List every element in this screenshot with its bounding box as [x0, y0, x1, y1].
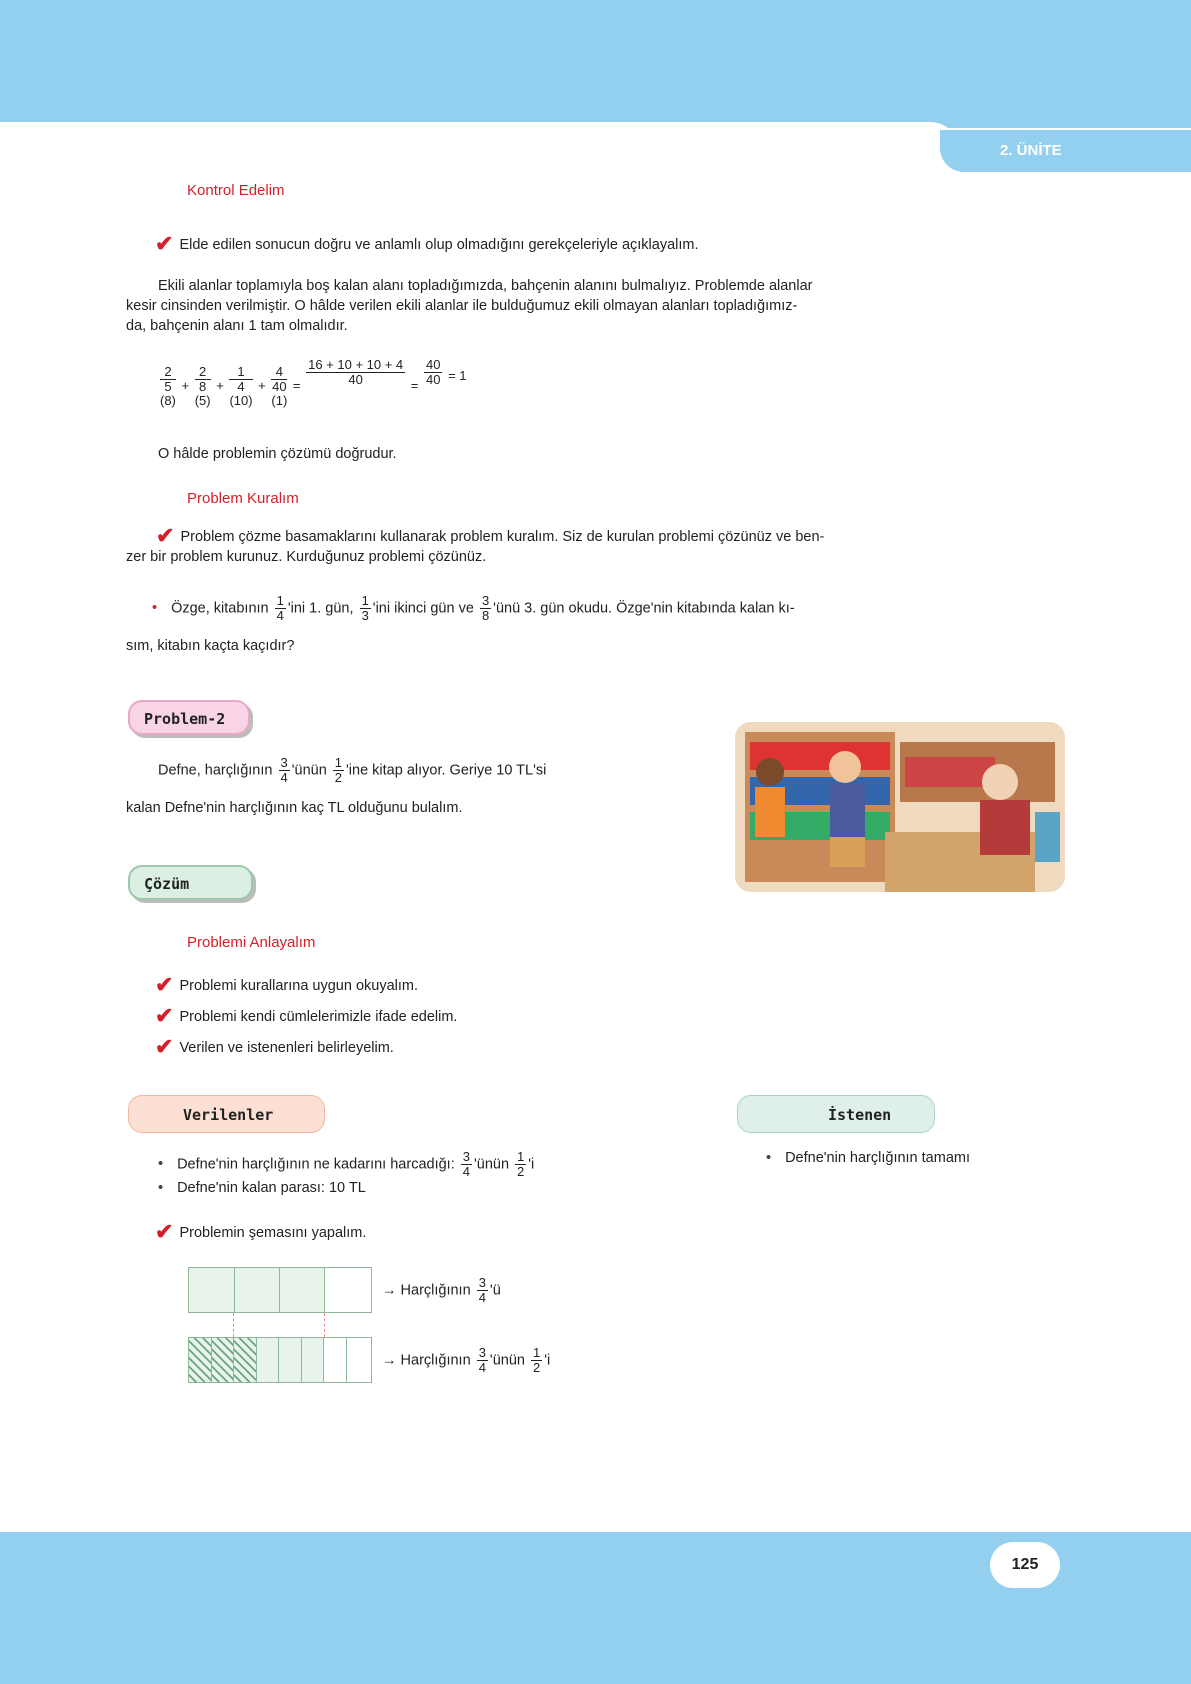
istenen-badge: İstenen: [737, 1095, 935, 1133]
kuralim-check: ✔ Problem çözme basamaklarını kullanarak problem kuralım. Siz de kurulan problemi çözünüz ve ben- zer bir problem kurunuz. Kurduğunuz problemi çözünüz.: [126, 526, 1066, 567]
cozum-badge: Çözüm: [128, 865, 253, 900]
check-line: zer bir problem kurunuz. Kurduğunuz problemi çözünüz.: [126, 549, 487, 565]
check-icon: ✔: [155, 972, 174, 997]
check-item: ✔ Problemi kurallarına uygun okuyalım.: [155, 972, 418, 997]
schema-bar-quarters: [188, 1267, 372, 1313]
library-illustration: [735, 722, 1065, 892]
kontrol-title: Kontrol Edelim: [187, 182, 285, 199]
fraction: $\frac{16 + 10 + 10 + 4}{40}$: [308, 357, 404, 387]
para-line: kesir cinsinden verilmiştir. O hâlde verilen ekili alanlar ile bulduğumuz ekili olmayan alanları topladığımız-: [126, 298, 798, 314]
para-line: da, bahçenin alanı 1 tam olmalıdır.: [126, 318, 348, 334]
verilenler-badge: Verilenler: [128, 1095, 325, 1133]
problem2-line2: kalan Defne'nin harçlığının kaç TL olduğunu bulalım.: [126, 800, 463, 816]
anlayalim-title: Problemi Anlayalım: [187, 934, 316, 951]
fraction: 1 4 (10): [229, 364, 253, 409]
kontrol-paragraph: [126, 276, 1046, 336]
conclusion: O hâlde problemin çözümü doğrudur.: [158, 446, 397, 462]
verilen-item-2: • Defne'nin kalan parası: 10 TL: [158, 1180, 366, 1196]
guide-line: [233, 1313, 234, 1337]
schema-label-1: → Harçlığının $\frac{3}{4}$ 'ü: [382, 1275, 501, 1305]
check-item: ✔ Problemi kendi cümlelerimizle ifade edelim.: [155, 1003, 458, 1028]
para-line: Ekili alanlar toplamıyla boş kalan alanı topladığımızda, bahçenin alanını bulmalıyız. Problemde alanlar: [158, 278, 813, 294]
schema-bar-eighths: [188, 1337, 372, 1383]
fraction: 2 5 (8): [160, 364, 176, 409]
page-top: [0, 122, 960, 162]
problem2-badge: Problem-2: [128, 700, 250, 735]
page-number: 125: [990, 1542, 1060, 1588]
istenen-item: • Defne'nin harçlığının tamamı: [766, 1150, 970, 1166]
check-icon: ✔: [155, 1034, 174, 1059]
result: = 1: [448, 368, 467, 383]
kontrol-check: [155, 231, 699, 256]
library-scene-icon: [735, 722, 1065, 892]
kuralim-problem-line2: sım, kitabın kaçta kaçıdır?: [126, 638, 295, 654]
check-icon: ✔: [155, 1219, 174, 1244]
problem2-text: Defne, harçlığının $\frac{3}{4}$ 'ünün $\frac{1}{2}$ 'ine kitap alıyor. Geriye 10 TL'si: [158, 755, 547, 785]
unit-label: 2. ÜNİTE: [1000, 142, 1062, 159]
fraction: $\frac{40}{40}$: [426, 357, 441, 387]
schema-check: ✔ Problemin şemasını yapalım.: [155, 1219, 367, 1244]
equation: 2 5 (8) + 2 8 (5) + 1 4 (10) + 4 40 (1) = $\frac{16 + 10 + 10 + 4}{40}$ = $\frac{40}{40}$ = 1: [160, 357, 467, 409]
fraction: 4 40 (1): [271, 364, 288, 409]
unit-tab: [940, 130, 1191, 172]
schema-label-2: → Harçlığının $\frac{3}{4}$ 'ünün $\frac{1}{2}$ 'i: [382, 1345, 551, 1375]
check-item: ✔ Verilen ve istenenleri belirleyelim.: [155, 1034, 394, 1059]
fraction: 2 8 (5): [194, 364, 211, 409]
check-icon: ✔: [155, 1003, 174, 1028]
guide-line: [324, 1313, 325, 1337]
top-band: [0, 0, 1191, 128]
check-icon: ✔: [155, 231, 174, 256]
kuralim-title: Problem Kuralım: [187, 490, 299, 507]
check-text: Elde edilen sonucun doğru ve anlamlı olup olmadığını gerekçeleriyle açıklayalım.: [179, 237, 699, 253]
anlayalim-checks: [155, 970, 457, 1063]
verilen-item-1: • Defne'nin harçlığının ne kadarını harcadığı: $\frac{3}{4}$ 'ünün $\frac{1}{2}$ 'i: [158, 1149, 535, 1179]
kuralim-problem: • Özge, kitabının $\frac{1}{4}$ 'ini 1. gün, $\frac{1}{3}$ 'ini ikinci gün ve $\frac{3}{8}$ 'ünü 3. gün okudu. Özge'nin kitabında kalan kı-: [152, 593, 795, 623]
check-icon: ✔: [156, 523, 175, 548]
